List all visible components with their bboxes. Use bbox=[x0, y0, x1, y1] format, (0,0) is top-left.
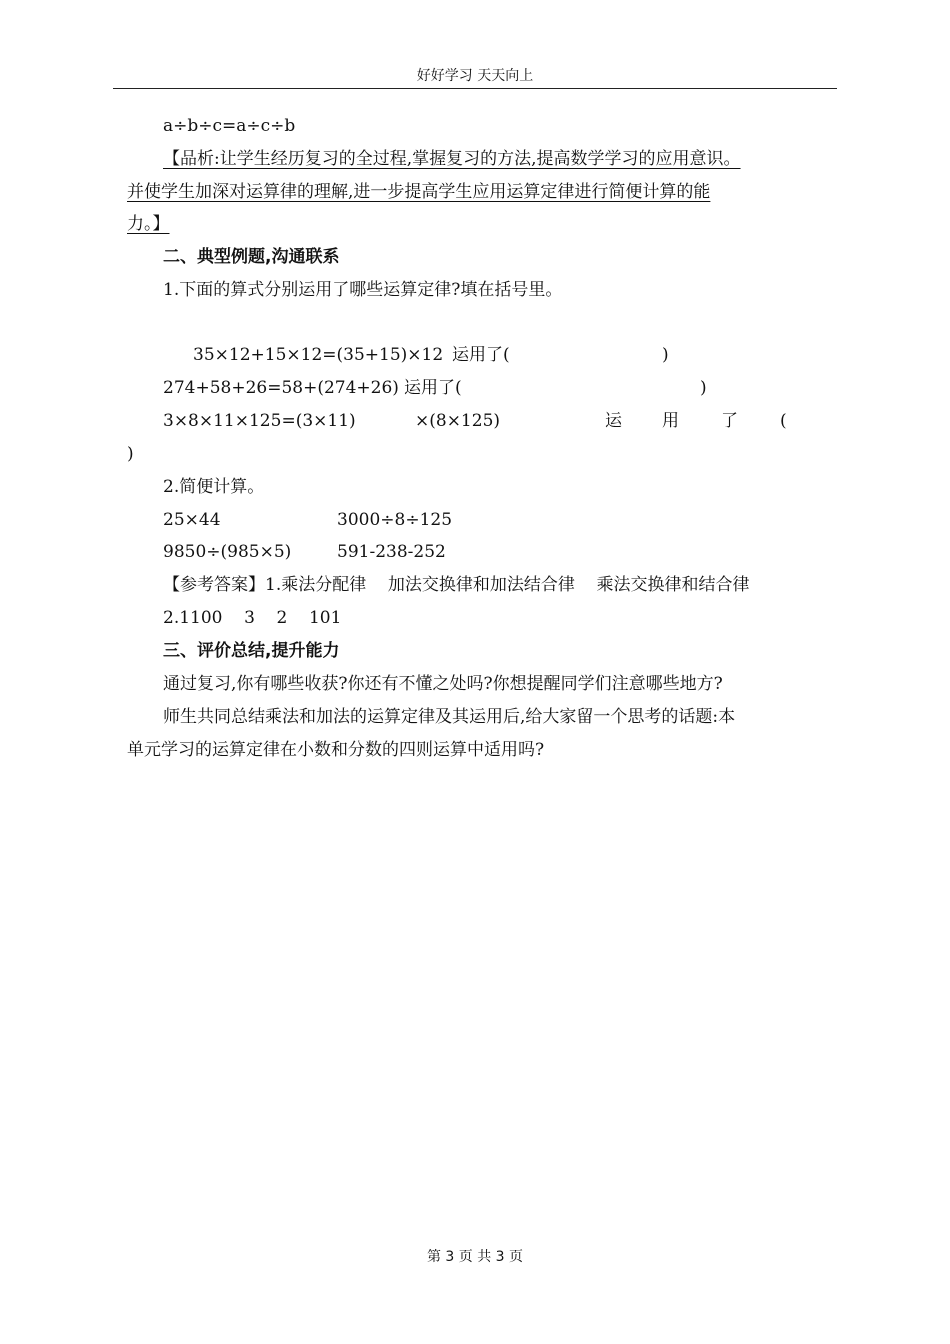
answer-line-1: 【参考答案】1.乘法分配律 加法交换律和加法结合律 乘法交换律和结合律 bbox=[163, 575, 750, 595]
q2-item: 591-238-252 bbox=[337, 542, 446, 562]
q2-prompt: 2.简便计算。 bbox=[163, 477, 265, 497]
q1-item-1-label: 运用了( bbox=[452, 345, 510, 365]
q1-item-3-label-char: 用 bbox=[662, 411, 679, 431]
q2-item: 9850÷(985×5) bbox=[163, 542, 292, 562]
header-rule bbox=[113, 88, 837, 89]
q1-item-3-label-char: ( bbox=[780, 411, 787, 431]
analysis-line-1: 【品析:让学生经历复习的全过程,掌握复习的方法,提高数学学习的应用意识。 bbox=[163, 149, 741, 169]
analysis-line-3: 力。】 bbox=[127, 214, 170, 234]
q1-item-3-close: ) bbox=[127, 444, 134, 464]
section2-heading: 二、典型例题,沟通联系 bbox=[163, 247, 340, 267]
q1-item-3-label-char: 运 bbox=[605, 411, 622, 431]
q1-item-3-expr-b: ×(8×125) bbox=[415, 411, 501, 431]
section3-para-2-line-2: 单元学习的运算定律在小数和分数的四则运算中适用吗? bbox=[127, 740, 545, 760]
section3-para-2-line-1: 师生共同总结乘法和加法的运算定律及其运用后,给大家留一个思考的话题:本 bbox=[163, 707, 736, 727]
q1-item-2-close: ) bbox=[700, 378, 707, 398]
q1-item-2-expr: 274+58+26=58+(274+26) bbox=[163, 378, 399, 398]
q1-item-1-expr: 35×12+15×12=(35+15)×12 bbox=[193, 345, 444, 365]
formula-line: a÷b÷c=a÷c÷b bbox=[163, 116, 296, 136]
page-header: 好好学习 天天向上 bbox=[416, 68, 534, 84]
analysis-line-2: 并使学生加深对运算律的理解,进一步提高学生应用运算定律进行简便计算的能 bbox=[127, 182, 711, 202]
q1-prompt: 1.下面的算式分别运用了哪些运算定律?填在括号里。 bbox=[163, 280, 563, 300]
section3-heading: 三、评价总结,提升能力 bbox=[163, 641, 340, 661]
q2-item: 25×44 bbox=[163, 510, 221, 530]
page-footer: 第 3 页 共 3 页 bbox=[426, 1249, 524, 1265]
answer-line-2: 2.1100 3 2 101 bbox=[163, 608, 342, 628]
section3-para-1: 通过复习,你有哪些收获?你还有不懂之处吗?你想提醒同学们注意哪些地方? bbox=[163, 674, 723, 694]
q2-item: 3000÷8÷125 bbox=[337, 510, 453, 530]
q1-item-1-close: ) bbox=[662, 345, 669, 365]
q1-item-2-label: 运用了( bbox=[404, 378, 462, 398]
q1-item-3-label-char: 了 bbox=[721, 411, 738, 431]
q1-item-3-expr: 3×8×11×125=(3×11) bbox=[163, 411, 356, 431]
